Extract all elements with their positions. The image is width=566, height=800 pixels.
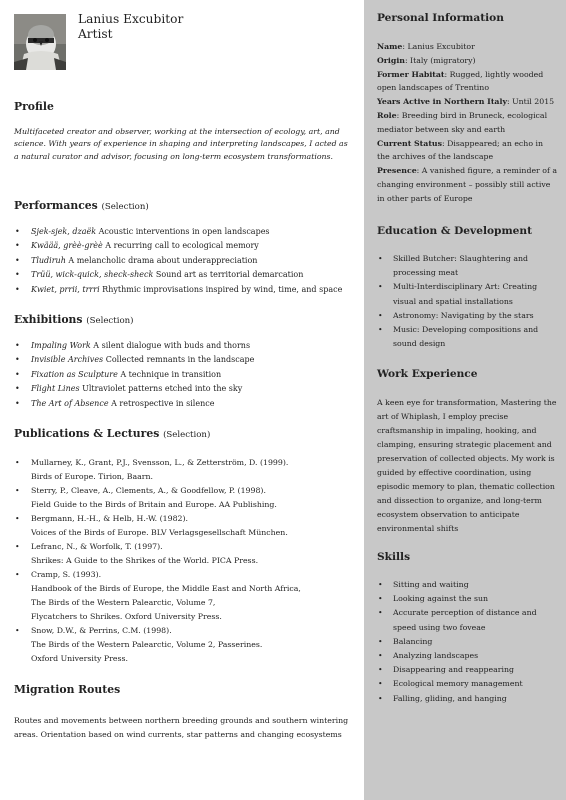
selection-note: (Selection): [101, 202, 149, 212]
publications-heading: Publications & Lectures (Selection): [14, 427, 211, 440]
migration-heading: Migration Routes: [14, 683, 121, 696]
list-item: • Balancing: [377, 635, 557, 649]
list-item: • Astronomy: Navigating by the stars: [377, 309, 557, 323]
work-heading: Work Experience: [377, 368, 478, 380]
exhibitions-heading: Exhibitions (Selection): [14, 313, 134, 326]
list-item: [14, 339, 352, 353]
publication-entry: [14, 456, 352, 484]
work-section: [377, 367, 557, 536]
publications-section: [14, 427, 352, 666]
performances-section: [14, 199, 352, 297]
item-title: The Art of Absence: [31, 398, 109, 408]
item-title: Tludiruh: [31, 255, 66, 265]
publication-line: Field Guide to the Birds of Britain and Europe. AA Publishing.: [31, 500, 277, 509]
list-item: [14, 353, 352, 367]
list-item: • Ecological memory management: [377, 677, 557, 691]
publication-line: • Mullarney, K., Grant, P.J., Svensson, L., & Zetterström, D. (1999).: [31, 458, 289, 467]
list-item: [14, 254, 352, 268]
exhibitions-list: [14, 339, 352, 411]
publication-line: Oxford University Press.: [31, 654, 128, 663]
list-item: • Multi-Interdisciplinary Art: Creating visual and spatial installations: [377, 280, 557, 308]
list-item: • Music: Developing compositions and sound design: [377, 323, 557, 351]
personal-info-heading: Personal Information: [377, 12, 504, 24]
info-field: [377, 68, 557, 96]
publication-line: Voices of the Birds of Europe. BLV Verlagsgesellschaft München.: [31, 528, 288, 537]
item-description: A recurring call to ecological memory: [102, 241, 259, 251]
publication-entry: [14, 484, 352, 512]
info-value: : Until 2015: [506, 97, 555, 107]
publication-line: Birds of Europe. Tirion, Baarn.: [31, 472, 154, 481]
item-description: Ultraviolet patterns etched into the sky: [79, 384, 243, 394]
item-description: Rhythmic improvisations inspired by wind, time, and space: [99, 284, 343, 294]
info-field: [377, 164, 557, 205]
publication-line: • Sterry, P., Cleave, A., Clements, A., & Goodfellow, P. (1998).: [31, 486, 266, 495]
education-section: [377, 224, 557, 351]
item-title: Sjek-sjek, dzaëk: [31, 227, 97, 236]
person-title: Artist: [78, 27, 113, 41]
skills-list: [377, 578, 557, 706]
item-title: Impaling Work: [31, 341, 91, 350]
item-description: Acoustic interventions in open landscapes: [96, 227, 270, 236]
publications-list: [14, 456, 352, 666]
education-heading: Education & Development: [377, 225, 532, 237]
info-field: [377, 95, 557, 109]
selection-note: (Selection): [86, 316, 134, 326]
list-item: • Accurate perception of distance and speed using two foveae: [377, 606, 557, 634]
list-item: [14, 368, 352, 382]
person-name: Lanius Excubitor: [78, 12, 184, 26]
skills-heading: Skills: [377, 551, 411, 563]
personal-info-fields: [377, 40, 557, 206]
item-description: A melancholic drama about underappreciation: [65, 255, 258, 265]
shrike-photo-icon: [14, 14, 66, 70]
info-label: Origin: [377, 55, 405, 65]
list-item: [14, 239, 352, 253]
item-title: Kwiet, prrii, trrri: [31, 284, 100, 294]
item-description: A retrospective in silence: [108, 398, 215, 408]
info-value: : Rugged, lightly wooded open landscapes of Trentino: [377, 69, 544, 93]
info-field: [377, 54, 557, 68]
publication-entry: [14, 512, 352, 540]
item-title: Trüü, wick-quick, sheck-sheck: [31, 270, 154, 280]
info-value: : Lanius Excubitor: [402, 42, 475, 51]
info-field: [377, 40, 557, 54]
work-text: A keen eye for transformation, Mastering the art of Whiplash, I employ precise craftsmanship in impaling, hooking, and clamping, ensuring strategic placement and preservation of collected objects. My work is guided by effective coordination, using episodic memory to plan, thematic collection and dissection to organize, and long-term ecosystem observation to anticipate environmental shifts: [377, 398, 557, 533]
selection-note: (Selection): [163, 430, 211, 440]
info-label: Former Habitat: [377, 69, 445, 79]
migration-section: [14, 683, 352, 742]
item-title: Invisible Archives: [31, 355, 104, 365]
list-item: • Skilled Butcher: Slaughtering and processing meat: [377, 252, 557, 280]
list-item: • Analyzing landscapes: [377, 649, 557, 663]
skills-section: [377, 550, 557, 706]
info-value: : Breeding bird in Bruneck, ecological mediator between sky and earth: [377, 110, 548, 134]
publication-line: Flycatchers to Shrikes. Oxford University Press.: [31, 612, 222, 621]
profile-heading: Profile: [14, 100, 54, 113]
info-label: Presence: [377, 166, 417, 176]
list-item: [14, 283, 352, 297]
publication-line: The Birds of the Western Palearctic, Volume 2, Passerines.: [31, 640, 263, 649]
publication-entry: [14, 568, 352, 624]
list-item: • Falling, gliding, and hanging: [377, 692, 557, 706]
info-label: Years Active in Northern Italy: [377, 97, 507, 107]
publication-line: • Snow, D.W., & Perrins, C.M. (1998).: [31, 626, 172, 635]
education-list: [377, 252, 557, 351]
list-item: [14, 225, 352, 239]
item-title: Flight Lines: [31, 384, 80, 394]
profile-text: Multifaceted creator and observer, working at the intersection of ecology, art, and science. With years of experience in shaping and interpreting landscapes, I acted as a natural curator and advisor, focusing on long-term ecosystem transformations.: [14, 127, 348, 161]
profile-section: [14, 100, 352, 163]
list-item: • Sitting and waiting: [377, 578, 557, 592]
list-item: • Disappearing and reappearing: [377, 663, 557, 677]
personal-info-section: [377, 11, 557, 206]
sidebar: [364, 0, 566, 800]
publication-entry: [14, 624, 352, 666]
list-item: • Looking against the sun: [377, 592, 557, 606]
item-description: A technique in transition: [117, 369, 222, 379]
info-label: Role: [377, 110, 397, 120]
publication-line: • Lefranc, N., & Worfolk, T. (1997).: [31, 542, 163, 551]
migration-text: Routes and movements between northern breeding grounds and southern wintering areas. Orientation based on wind currents, star patterns and changing ecosystems: [14, 716, 349, 739]
item-description: Collected remnants in the landscape: [103, 355, 255, 365]
avatar: [14, 14, 66, 70]
info-value: : Italy (migratory): [404, 55, 476, 65]
info-field: [377, 109, 557, 137]
list-item: [14, 268, 352, 282]
publication-line: • Bergmann, H.-H., & Helb, H.-W. (1982).: [31, 514, 189, 523]
info-label: Name: [377, 42, 403, 51]
performances-heading: Performances (Selection): [14, 199, 149, 212]
info-value: : Disappeared; an echo in the archives of the landscape: [377, 138, 544, 162]
info-field: [377, 137, 557, 165]
publication-line: Handbook of the Birds of Europe, the Middle East and North Africa,: [31, 584, 301, 593]
exhibitions-section: [14, 313, 352, 411]
item-title: Fixation as Sculpture: [31, 369, 118, 379]
info-value: : A vanished figure, a reminder of a changing environment – possibly still active in other parts of Europe: [377, 166, 557, 203]
performances-list: [14, 225, 352, 297]
header: [78, 12, 183, 42]
publication-line: The Birds of the Western Palearctic, Volume 7,: [31, 598, 216, 607]
publication-entry: [14, 540, 352, 568]
publication-line: • Cramp, S. (1993).: [31, 570, 102, 579]
info-label: Current Status: [377, 138, 442, 148]
item-title: Kwäää, grèè-grèè: [31, 241, 103, 251]
list-item: [14, 397, 352, 411]
list-item: [14, 382, 352, 396]
item-description: Sound art as territorial demarcation: [153, 270, 304, 280]
publication-line: Shrikes: A Guide to the Shrikes of the World. PICA Press.: [31, 556, 259, 565]
item-description: A silent dialogue with buds and thorns: [90, 341, 251, 350]
